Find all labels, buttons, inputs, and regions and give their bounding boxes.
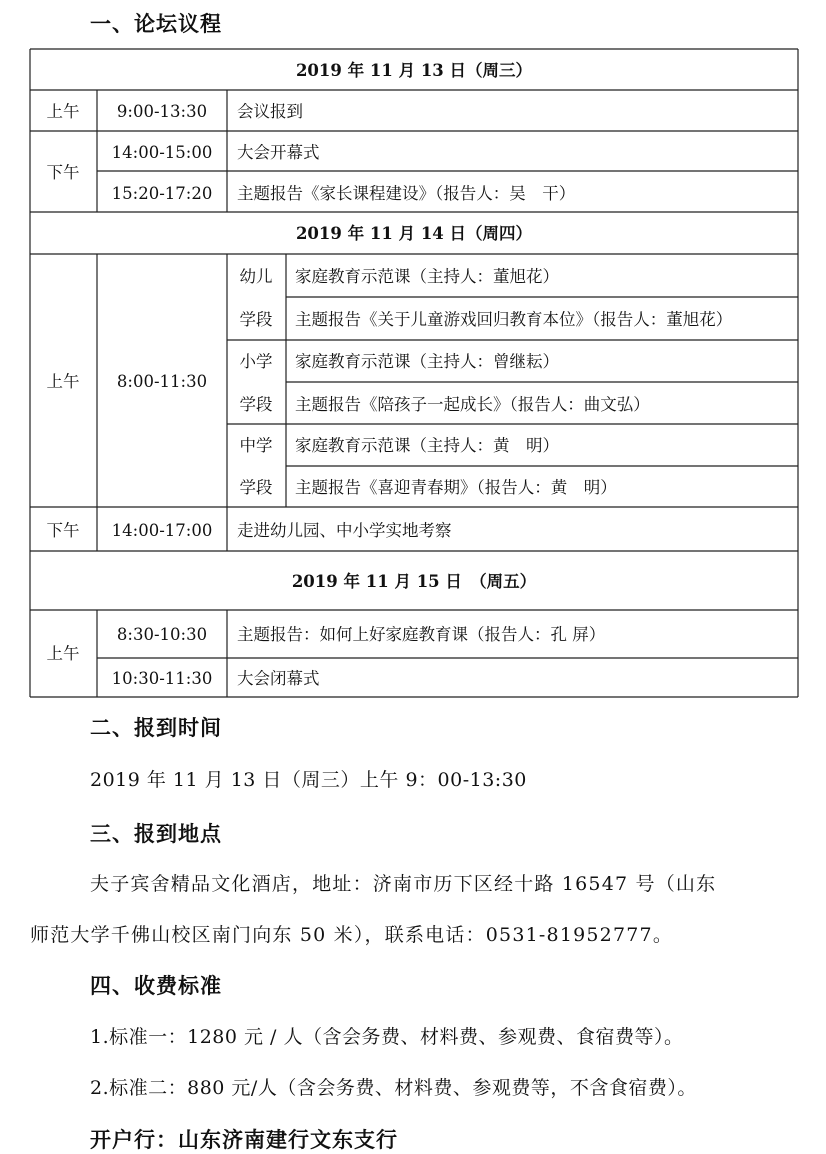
day2-am-label: 上午 <box>46 372 80 391</box>
group1-stage-top: 幼儿 <box>239 267 273 286</box>
day1-am-time: 9:00-13:30 <box>116 102 208 121</box>
day2-date: 2019 年 11 月 14 日（周四） <box>295 224 533 243</box>
day3-row1-content: 主题报告：如何上好家庭教育课（报告人：孔 屏） <box>237 625 606 644</box>
group1-stage-bottom: 学段 <box>239 310 273 329</box>
section-2-title: 二、报到时间 <box>90 716 222 740</box>
day2-pm-label: 下午 <box>46 521 80 540</box>
day1-pm-row1-content: 大会开幕式 <box>237 143 320 162</box>
day3-row2-content: 大会闭幕式 <box>237 669 320 688</box>
group1-row1: 家庭教育示范课（主持人：董旭花） <box>295 267 559 286</box>
section-1-title: 一、论坛议程 <box>90 12 222 36</box>
group3-stage-bottom: 学段 <box>239 478 273 497</box>
fee-item-1: 1.标准一：1280 元 / 人（含会务费、材料费、参观费、食宿费等）。 <box>90 1026 684 1048</box>
location-line-2: 师范大学千佛山校区南门向东 50 米），联系电话：0531-81952777。 <box>30 924 674 946</box>
group2-row2: 主题报告《陪孩子一起成长》（报告人：曲文弘） <box>295 395 650 414</box>
day3-date: 2019 年 11 月 15 日 （周五） <box>291 572 537 591</box>
day2-am-time: 8:00-11:30 <box>116 372 208 391</box>
day3-am-label: 上午 <box>46 644 80 663</box>
day1-pm-row2-content: 主题报告《家长课程建设》（报告人：吴 干） <box>237 184 576 203</box>
day1-am-label: 上午 <box>46 102 80 121</box>
day1-pm-row1-time: 14:00-15:00 <box>111 143 213 162</box>
day3-row2-time: 10:30-11:30 <box>111 669 213 688</box>
day1-pm-row2-time: 15:20-17:20 <box>111 184 213 203</box>
group2-row1: 家庭教育示范课（主持人：曾继耘） <box>295 352 559 371</box>
day1-pm-label: 下午 <box>46 163 80 182</box>
location-line-1: 夫子宾舍精品文化酒店，地址：济南市历下区经十路 16547 号（山东 <box>90 873 717 895</box>
group2-stage-top: 小学 <box>239 352 273 371</box>
fee-item-2: 2.标准二：880 元/人（含会务费、材料费、参观费等，不含食宿费）。 <box>90 1077 697 1099</box>
group1-row2: 主题报告《关于儿童游戏回归教育本位》（报告人：董旭花） <box>295 310 733 329</box>
day3-row1-time: 8:30-10:30 <box>116 625 208 644</box>
group2-stage-bottom: 学段 <box>239 395 273 414</box>
group3-stage-top: 中学 <box>239 436 273 455</box>
section-3-title: 三、报到地点 <box>90 822 222 846</box>
group3-row1: 家庭教育示范课（主持人：黄 明） <box>295 436 559 455</box>
registration-time: 2019 年 11 月 13 日（周三）上午 9：00-13:30 <box>90 769 527 791</box>
day1-am-content: 会议报到 <box>237 102 303 121</box>
day1-date: 2019 年 11 月 13 日（周三） <box>295 61 533 80</box>
day2-pm-content: 走进幼儿园、中小学实地考察 <box>237 521 452 540</box>
group3-row2: 主题报告《喜迎青春期》（报告人：黄 明） <box>295 478 617 497</box>
bank-info: 开户行：山东济南建行文东支行 <box>90 1128 398 1152</box>
section-4-title: 四、收费标准 <box>90 974 222 998</box>
day2-pm-time: 14:00-17:00 <box>111 521 213 540</box>
